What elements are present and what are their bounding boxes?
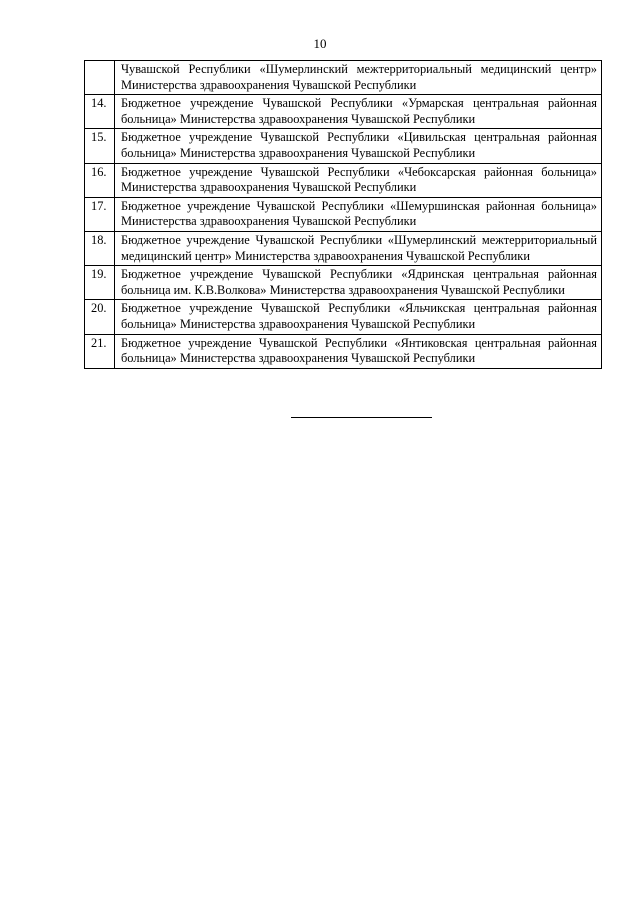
institutions-table (84, 60, 602, 369)
row-number: 18. (85, 231, 115, 265)
institution-name: Бюджетное учреждение Чувашской Республики «Цивильская центральная районная больница» Министерства здравоохранения Чувашской Республики (115, 129, 602, 163)
table-row (85, 300, 602, 334)
institution-name: Бюджетное учреждение Чувашской Республики «Яльчикская центральная районная больница» Министерства здравоохранения Чувашской Республики (115, 300, 602, 334)
institution-name: Бюджетное учреждение Чувашской Республики «Шемуршинская районная больница» Министерства здравоохранения Чувашской Республики (115, 197, 602, 231)
institution-name: Бюджетное учреждение Чувашской Республики «Янтиковская центральная районная больница» Министерства здравоохранения Чувашской Республики (115, 334, 602, 368)
row-number: 14. (85, 95, 115, 129)
institution-name: Бюджетное учреждение Чувашской Республики «Урмарская центральная районная больница» Министерства здравоохранения Чувашской Республики (115, 95, 602, 129)
end-divider-line (291, 417, 432, 418)
table-row (85, 61, 602, 95)
row-number: 20. (85, 300, 115, 334)
table-row (85, 95, 602, 129)
table-row (85, 197, 602, 231)
page-number: 10 (313, 36, 327, 51)
table-row (85, 129, 602, 163)
institution-name: Бюджетное учреждение Чувашской Республики «Ядринская центральная районная больница им. К.В.Волкова» Министерства здравоохранения Чувашской Республики (115, 266, 602, 300)
table-row (85, 163, 602, 197)
row-number (85, 61, 115, 95)
institution-name: Чувашской Республики «Шумерлинский межтерриториальный медицинский центр» Министерства здравоохранения Чувашской Республики (115, 61, 602, 95)
row-number: 19. (85, 266, 115, 300)
institution-name: Бюджетное учреждение Чувашской Республики «Шумерлинский межтерриториальный медицинский центр» Министерства здравоохранения Чувашской Республики (115, 231, 602, 265)
table-row (85, 231, 602, 265)
row-number: 17. (85, 197, 115, 231)
table-row (85, 266, 602, 300)
row-number: 15. (85, 129, 115, 163)
row-number: 16. (85, 163, 115, 197)
institution-name: Бюджетное учреждение Чувашской Республики «Чебоксарская районная больница» Министерства здравоохранения Чувашской Республики (115, 163, 602, 197)
table-row (85, 334, 602, 368)
row-number: 21. (85, 334, 115, 368)
